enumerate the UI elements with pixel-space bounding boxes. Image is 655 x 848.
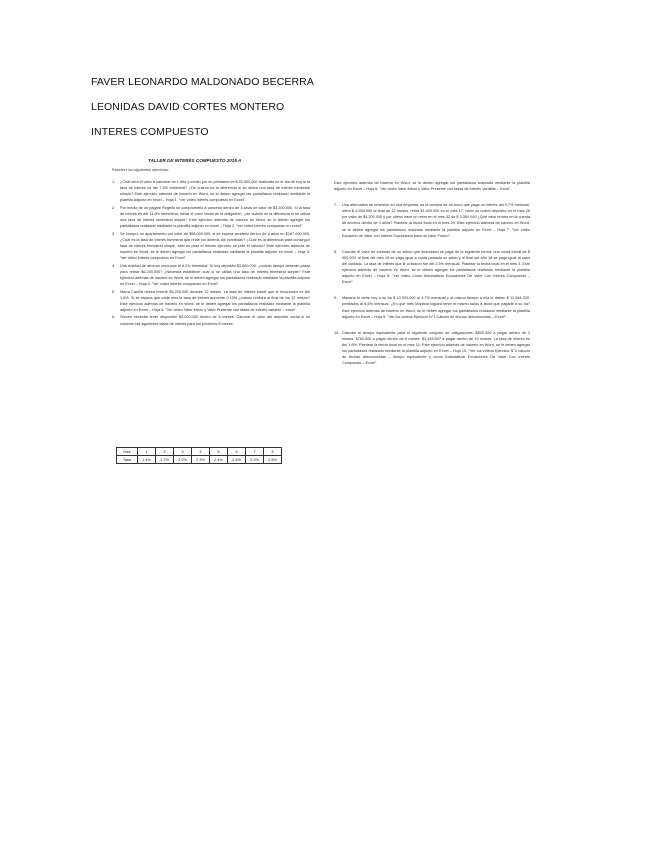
right-intro-text: Este ejercicio además de hacerlo en Word, se le deben agregar los pantallazos realizado mediante la plantilla adjunto en Excel – Hoja 6. "Ver vídeo Valor futuro y Valor Presente con tasas de interés Variable – Excel". (334, 181, 530, 192)
question-item (334, 330, 530, 367)
table-cell: 1.7% (156, 456, 174, 464)
interest-rate-table (116, 447, 282, 464)
table-cell: 2.6% (228, 456, 246, 464)
question-item (112, 289, 310, 313)
table-cell: 5 (210, 448, 228, 456)
table-row (117, 456, 282, 464)
table-cell: 2.3% (246, 456, 264, 464)
table-header-label: Mes (117, 448, 138, 456)
question-number: 7. (334, 203, 338, 208)
question-item (112, 205, 310, 229)
question-text: Calcular el valor de contado de un activo que financiado se paga de la siguiente forma: una cuota inicial de $ 500.000, al final del mes 10 se pagó igual a cuota pactada un saldo y al final del año 18 se pagó igual al valor del contado. La tasa de interés que le cobraron fue del 2.5% mensual. Plantear la fecha focal en el mes 4. Este ejercicio además de hacerlo en Word, se le deben agregar los pantallazos realizado mediante la plantilla adjunto en Excel – Hoja 8. "Ver vídeo Como Automatizar Ecuaciones De Valor Con Interés Compuesto – Excel". (342, 249, 530, 285)
question-number: 4. (112, 263, 116, 268)
question-text: Una alternativa de inversión en una empresa, es la compra de un bono que paga un interés del 4,7% mensual, retira $ 4.500.000 al final de 12 meses, retira $1.400.000 en el mes 17, hace un nuevo depósito en el mes 28 por valor de $4.200.000 y por último hace un retiro en el mes 32 de $ 3.300.000 ¿Qué valor tendrá en la cuenta de ahorros dentro de 4 años? Plantear la fecha focal en el mes 20. Este ejercicio además de hacerlo en Word, se le deben agregar los pantallazos realizado mediante la plantilla adjunto en Excel – Hoja 7. "Ver vídeo Ecuación de Valor con Interés Compuesto para un Valor Futuro". (342, 203, 530, 238)
table-cell: 4 (192, 448, 210, 456)
document-topic: INTERES COMPUESTO (91, 126, 209, 138)
question-text: Por medio de un pagaré Rogelio se comprometió a cancelar dentro de 3 años un valor de $3.200.000. Si la tasa de interés es del 11.6% semestral, hallar el valor inicial de la obligación, ¿de cuánto es la diferencia si se utiliza una tasa de interés semestral simple? Este ejercicio además de hacerlo en Word, se le deben agregar los pantallazos realizado mediante la plantilla adjunto en excel – Hoja 2. "ver vídeo interés compuesto en excel". (120, 205, 310, 229)
table-cell: 6 (228, 448, 246, 456)
question-text: María Camila desea invertir $3.200.000 durante 12 meses. La tasa de interés inicial que le reconocen es del 1.6%. Si se espera que cada mes la tasa de interés aumente 0.15% ¿cuánto recibirá al final de los 12 meses? Este ejercicio además de hacerlo en Word, se le deben agregar los pantallazos realizado mediante la plantilla adjunto en Excel – Hoja 5. "Ver vídeo Valor futuro y Valor Presente con tasas de interés variable – excel". (120, 289, 310, 312)
question-number: 3. (112, 231, 116, 236)
author-name-1: FAVER LEONARDO MALDONADO BECERRA (91, 76, 314, 88)
workshop-title: TALLER DE INTERÉS COMPUESTO 2015 A (148, 158, 242, 163)
left-column (112, 175, 310, 328)
question-text: ¿Cuál será el valor a cancelar de 1 año y medio por un préstamo es $ 20.500.000 realizado en el día de hoy si la tasa de interés es del 7.5% trimestral? ¿De cuánto es la diferencia si se utiliza una tasa de interés trimestral simple? Este ejercicio además de hacerlo en Word, se le deben agregar las pantallazos realizado mediante la plantilla adjunto en excel – Hoja 1. "ver vídeo interés compuesto en Excel". (120, 180, 310, 203)
question-text: Se compró un apartamento por valor de $58.000.000, si se espera venderlo dentro de 4 años en $167.000.000, ¿Cuál es la tasa de interés trimestral que rinde los dineros allí invertidos? ¿Cuál es la diferencia para conseguir tasa de interés trimestral simple, esto es para el mismo ejercicio se pide el cálculo? Este ejercicio además de hacerlo en Word, se le deben agregar los pantallazos realizado mediante la plantilla adjunto en excel – Hoja 3. "ver video interés compuesto en Excel". (120, 231, 310, 261)
table-cell: 2.5% (264, 456, 282, 464)
question-item (334, 295, 530, 319)
table-cell: 2.4% (210, 456, 228, 464)
table-cell: 3 (174, 448, 192, 456)
table-cell: 1 (138, 448, 156, 456)
table-row (117, 448, 282, 456)
table-cell: 2 (156, 448, 174, 456)
question-number: 1. (112, 180, 116, 184)
question-item (334, 202, 530, 239)
question-text: Steven necesita tener disponible $5.000.000 dentro de 8 meses. Calcular el valor del depósito inicial si se conocen las siguientes tasas de interés para los próximos 8 meses. (120, 315, 310, 326)
question-item (112, 179, 310, 203)
question-number: 10. (334, 330, 340, 335)
question-text: Mariana le debe hoy a su tía $ 10.000.000 al 4,7% mensual y al mismo tiempo a ella le deben $ 11.544.320, prestados al 4.5% mensual. ¿En qué mes Mariana logrará tener el mismo saldo a favor que pagarle a su tía? Este ejercicio además de hacerlo en Word, se le deben agregar los pantallazos realizado mediante la plantilla adjunto en Excel – Hoja 9. "Ver los vídeos Ejercicio N°1 Cálculo de fechas desconocidas – Excel". (342, 296, 530, 319)
right-column (334, 180, 530, 376)
table-cell: 2.0% (174, 456, 192, 464)
question-text: Una entidad de ahorros reconoce el 6.2% trimestral. Si hoy deposito $3.500.000, ¿cuánto tiempo deberán pasar para retirar $6.240.000? ¿Necesita establecer cuál si se utiliza una tasa de interés trimestral simple? Este ejercicio además de hacerlo en Word, se le deben agregar los pantallazos realizado mediante la plantilla adjunto en Excel – Hoja 4. "Ver vídeo interés compuesto en Excel". (120, 263, 310, 286)
table-cell: 2.3% (192, 456, 210, 464)
question-item (112, 263, 310, 287)
question-item (334, 249, 530, 286)
author-name-2: LEONIDAS DAVID CORTES MONTERO (91, 101, 285, 113)
table-row-label: Tasa (117, 456, 138, 464)
workshop-intro: Resolver los siguientes ejercicios: (112, 168, 169, 172)
table-cell: 7 (246, 448, 264, 456)
question-number: 8. (334, 249, 338, 254)
question-item (112, 314, 310, 326)
question-number: 5. (112, 289, 116, 294)
question-number: 2. (112, 205, 116, 210)
question-number: 9. (334, 296, 338, 301)
question-number: 6. (112, 315, 116, 320)
question-text: Calcular el tiempo equivalente para el siguiente conjunto de obligaciones: $800.000 a pagar dentro de 3 meses, $750.000 a pagar dentro de 6 meses, $1.145.507 a pagar dentro de 10 meses. La tasa de interés es del 1.8%. Plantear la fecha focal en el mes 10. Este ejercicio además de hacerlo en Word, se le deben agregar los pantallazos realizado mediante la plantilla adjunto en Excel – Hoja 10. "Ver los vídeos Ejercicio N°2 cálculo de fechas desconocidas – tiempo equivalente y como Automatizar Ecuaciones De Valor Con Interés Compuesto – Excel". (342, 330, 530, 366)
table-cell: 1.4% (138, 456, 156, 464)
table-cell: 8 (264, 448, 282, 456)
question-item (112, 231, 310, 261)
